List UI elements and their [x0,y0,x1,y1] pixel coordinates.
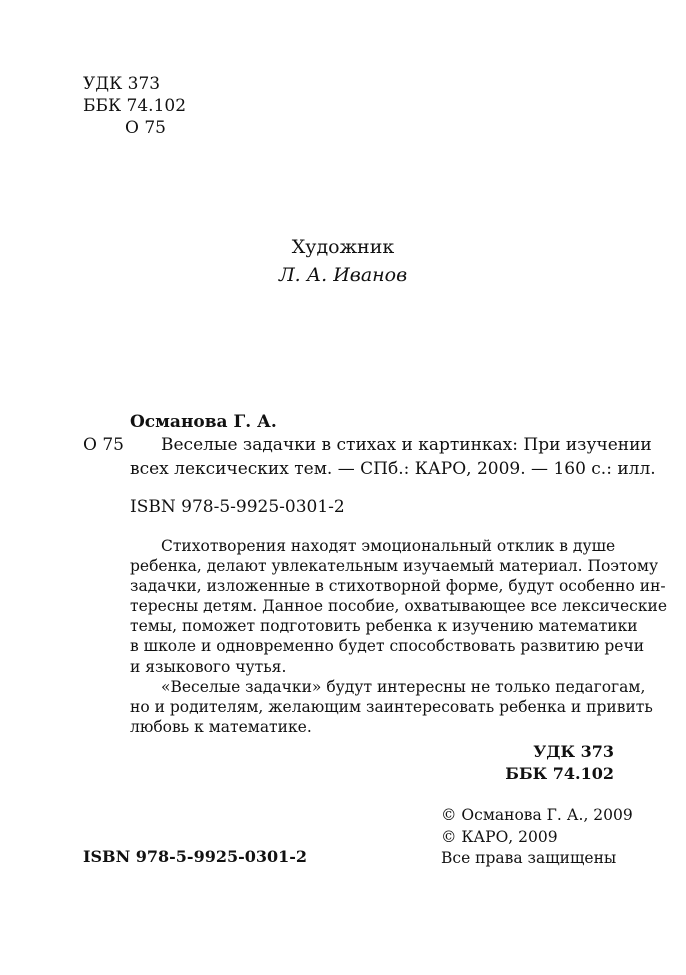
annotation-line: «Веселые задачки» будут интересны не только педагогам, [161,677,646,696]
annotation-line: темы, поможет подготовить ребенка к изучению математики [130,617,638,636]
annotation-line: ребенка, делают увлекательным изучаемый материал. Поэтому [130,557,659,576]
title-line: всех лексических тем. — СПб.: КАРО, 2009. — 160 с.: илл. [130,459,656,479]
rights-reserved: Все права защищены [441,849,617,867]
copyright-author: © Османова Г. А., 2009 [441,806,633,824]
annotation-line: но и родителям, желающим заинтересовать ребенка и привить [130,697,653,716]
annotation-line: любовь к математике. [130,717,312,736]
bbk-code: ББК 74.102 [83,96,187,116]
artist-label: Художник [291,236,395,258]
udk-code: УДК 373 [83,74,161,94]
copyright-publisher: © КАРО, 2009 [441,827,558,846]
udk-code-bold: УДК 373 [533,742,614,761]
annotation-line: задачки, изложенные в стихотворной форме, будут особенно ин- [130,577,666,596]
artist-credit [0,233,686,289]
classification-block [83,73,186,139]
annotation-line: тересны детям. Данное пособие, охватывающее все лексические [130,597,668,616]
annotation-line: в школе и одновременно будет способствовать развитию речи [130,637,645,656]
codes-right-block [505,741,614,785]
record-code: О 75 [83,435,124,455]
title-line: Веселые задачки в стихах и картинках: При изучении [161,435,652,455]
annotation-line: Стихотворения находят эмоциональный отклик в душе [161,537,616,555]
bbk-code-bold: ББК 74.102 [505,764,614,783]
annotation [130,536,668,737]
bibliographic-description [130,433,656,481]
author-mark: О 75 [125,118,166,138]
annotation-line: и языкового чутья. [130,657,287,676]
artist-name: Л. А. Иванов [278,264,408,286]
record-isbn: ISBN 978-5-9925-0301-2 [130,497,345,517]
copyright-block [441,805,633,870]
record-author: Османова Г. А. [130,412,277,432]
isbn-bottom: ISBN 978-5-9925-0301-2 [83,847,308,866]
